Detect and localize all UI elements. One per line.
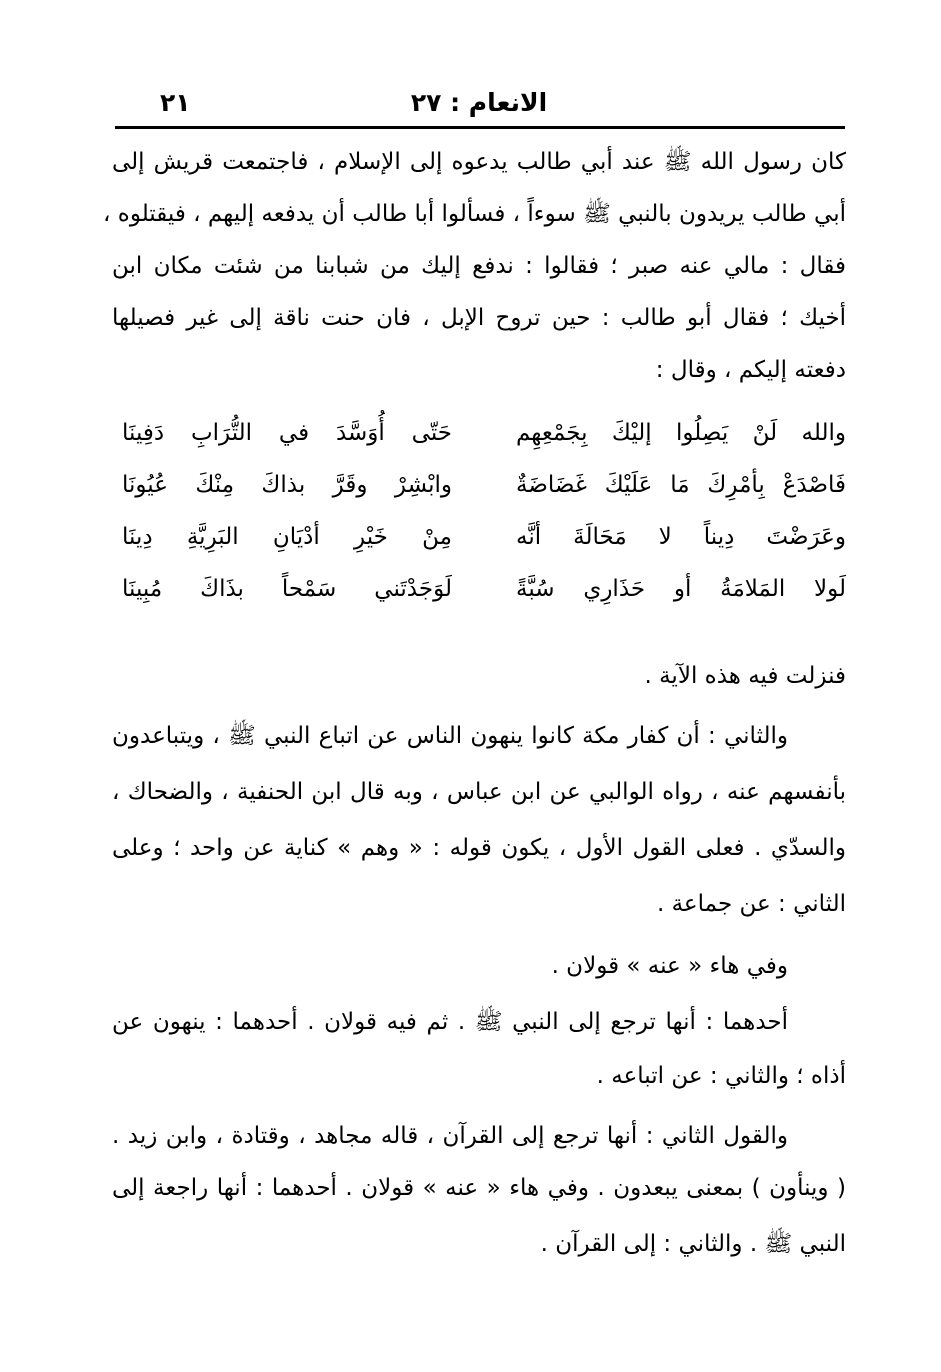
text-line: ( وينأون ) بمعنى يبعدون . وفي هاء « عنه » قولان . أحدهما : أنها راجعة إلى — [112, 1175, 846, 1201]
text-line: أخيك ؛ فقال أبو طالب : حين تروح الإبل ، فان حنت ناقة إلى غير فصيلها — [112, 305, 846, 331]
text-line: أذاه ؛ والثاني : عن اتباعه . — [596, 1063, 846, 1089]
verse-first-hemistich: لَولا المَلامَةُ أو حَذَارِي سُبَّةً — [516, 576, 846, 602]
header-rule — [115, 126, 845, 129]
verse-first-hemistich: فَاصْدَعْ بِأمْرِكَ مَا عَلَيْكَ غَضَاضَةٌ — [516, 472, 846, 498]
verse-second-hemistich: لَوَجَدْتَني سَمْحاً بذَاكَ مُبِينَا — [122, 576, 452, 602]
text-line: وفي هاء « عنه » قولان . — [551, 953, 788, 979]
text-line: أحدهما : أنها ترجع إلى النبي ﷺ . ثم فيه قولان . أحدهما : ينهون عن — [112, 1009, 788, 1035]
verse-first-hemistich: وعَرَضْتَ دِيناً لا مَحَالَةَ أنَّه — [516, 524, 846, 550]
text-line: فقال : مالي عنه صبر ؛ فقالوا : ندفع إليك من شبابنا من شئت مكان ابن — [112, 253, 846, 279]
text-line: دفعته إليكم ، وقال : — [655, 357, 846, 383]
text-line: والثاني : أن كفار مكة كانوا ينهون الناس عن اتباع النبي ﷺ ، ويتباعدون — [112, 723, 788, 749]
text-line: بأنفسهم عنه ، رواه الوالبي عن ابن عباس ، وبه قال ابن الحنفية ، والضحاك ، — [112, 779, 846, 805]
text-line: والسدّي . فعلى القول الأول ، يكون قوله : « وهم » كناية عن واحد ؛ وعلى — [112, 835, 846, 861]
poem-verse — [112, 410, 846, 456]
poem-verse — [112, 514, 846, 560]
surah-verse-title: الانعام : ٢٧ — [410, 88, 548, 117]
text-line: الثاني : عن جماعة . — [656, 891, 846, 917]
text-line: كان رسول الله ﷺ عند أبي طالب يدعوه إلى الإسلام ، فاجتمعت قريش إلى — [112, 149, 846, 175]
page-header — [115, 82, 843, 122]
verse-second-hemistich: وابْشِرْ وقَرَّ بذاكَ مِنْكَ عُيُونَا — [122, 472, 452, 498]
text-line: والقول الثاني : أنها ترجع إلى القرآن ، قاله مجاهد ، وقتادة ، وابن زيد . — [112, 1123, 788, 1149]
verse-first-hemistich: والله لَنْ يَصِلُوا إليْكَ بِجَمْعِهِم — [516, 420, 846, 446]
verse-second-hemistich: مِنْ خَيْرِ أدْيَانِ البَرِيَّةِ دِينَا — [122, 524, 452, 550]
text-line: أبي طالب يريدون بالنبي ﷺ سوءاً ، فسألوا أبا طالب أن يدفعه إليهم ، فيقتلوه ، — [103, 201, 846, 227]
text-line: فنزلت فيه هذه الآية . — [644, 663, 846, 689]
text-line: النبي ﷺ . والثاني : إلى القرآن . — [540, 1231, 846, 1257]
poem-verse — [112, 566, 846, 612]
poem-verse — [112, 462, 846, 508]
page-number: ٢١ — [160, 88, 191, 117]
verse-second-hemistich: حَتّى أُوَسَّدَ في التُّرَابِ دَفِينَا — [122, 420, 452, 446]
